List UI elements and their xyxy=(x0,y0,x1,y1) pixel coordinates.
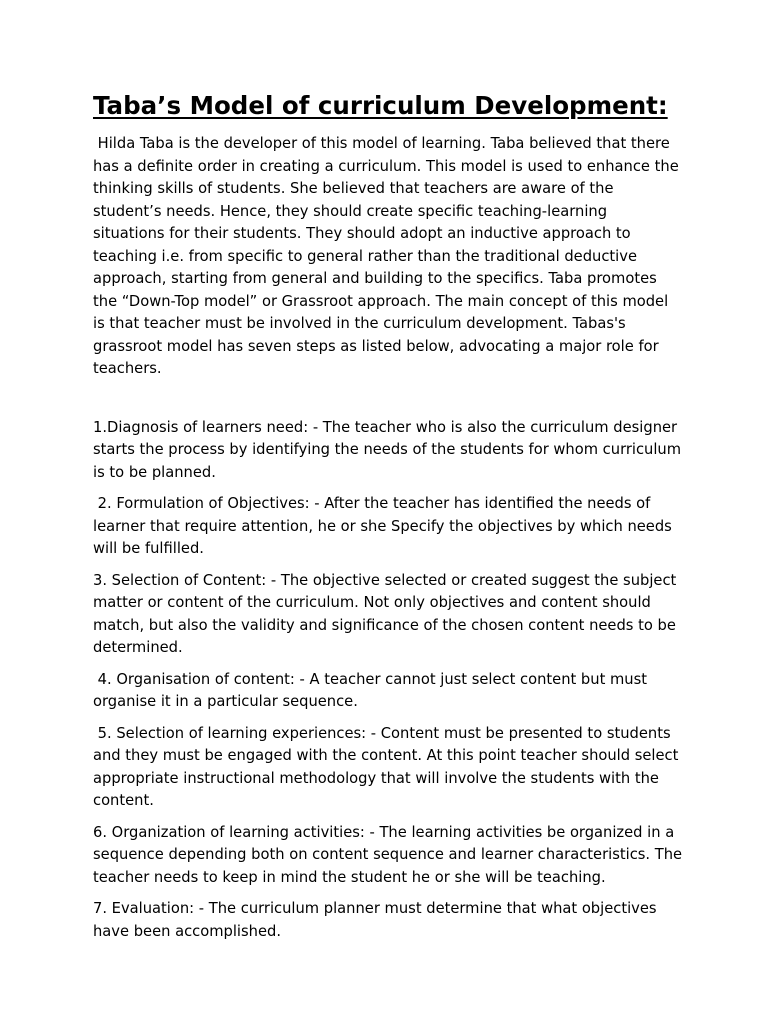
step-formulation-objectives: 2. Formulation of Objectives: - After the teacher has identified the needs of learner that require attention, he or she Specify the objectives by which needs will be fulfilled. xyxy=(93,495,677,557)
step-organization-learning-activities: 6. Organization of learning activities: - The learning activities be organized in a sequence depending both on content sequence and learner characteristics. The teacher needs to keep in mind the student he or she will be teaching. xyxy=(93,823,687,886)
intro-paragraph: Hilda Taba is the developer of this model of learning. Taba believed that there has a definite order in creating a curriculum. This model is used to enhance the thinking skills of students. She believed that teachers are aware of the student’s needs. Hence, they should create specific teaching-learning situations for their students. They should adopt an inductive approach to teaching i.e. from specific to general rather than the traditional deductive approach, starting from general and building to the specifics. Taba promotes the “Down-Top model” or Grassroot approach. The main concept of this model is that teacher must be involved in the curriculum development. Tabas's grassroot model has seven steps as listed below, advocating a major role for teachers. xyxy=(93,135,684,377)
document-page xyxy=(93,88,687,952)
step-selection-content: 3. Selection of Content: - The objective selected or created suggest the subject matter or content of the curriculum. Not only objectives and content should match, but also the validity and significance of the chosen content needs to be determined. xyxy=(93,571,681,656)
step-selection-learning-experiences: 5. Selection of learning experiences: - Content must be presented to students and they must be engaged with the content. At this point teacher should select appropriate instructional methodology that will involve the students with the content. xyxy=(93,724,684,809)
page-title: Taba’s Model of curriculum Development: xyxy=(93,91,668,120)
step-evaluation: 7. Evaluation: - The curriculum planner must determine that what objectives have been accomplished. xyxy=(93,900,662,940)
step-diagnosis: 1.Diagnosis of learners need: - The teacher who is also the curriculum designer starts the process by identifying the needs of the students for whom curriculum is to be planned. xyxy=(93,418,686,481)
steps-list xyxy=(93,417,687,944)
step-organisation-content: 4. Organisation of content: - A teacher cannot just select content but must organise it in a particular sequence. xyxy=(93,670,652,710)
